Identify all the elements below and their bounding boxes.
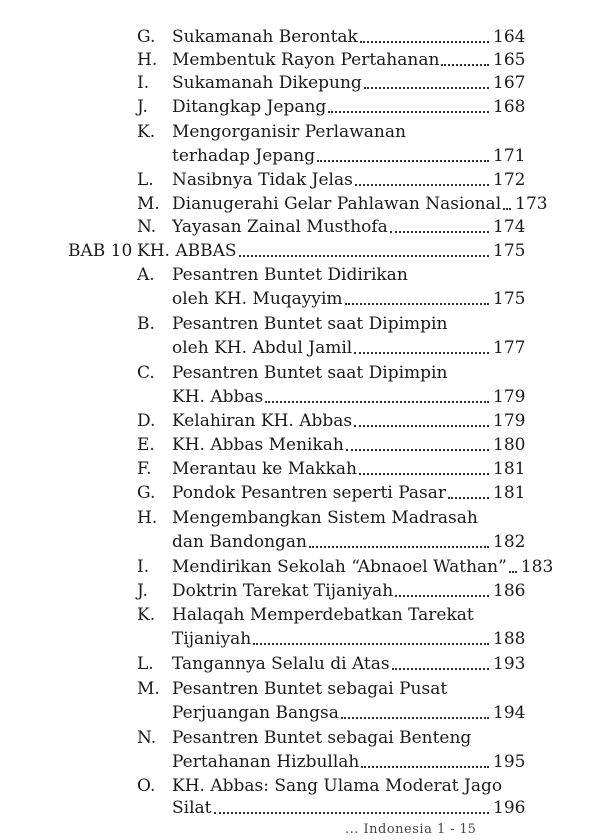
dot-leader [328, 101, 489, 113]
footer-text: ... Indonesia 1 - [345, 822, 456, 837]
entry-title-line1: Mengorganisir Perlawanan [172, 122, 406, 142]
entry-letter: K. [137, 122, 156, 142]
entry-page: 179 [493, 411, 526, 431]
entry-letter: G. [137, 27, 156, 47]
entry-page: 164 [493, 27, 526, 47]
entry-page: 183 [520, 557, 554, 577]
entry-letter: F. [137, 459, 152, 479]
dot-leader [509, 561, 517, 573]
entry-page: 167 [493, 73, 526, 93]
toc-entry [172, 95, 527, 119]
entry-page: 177 [493, 338, 526, 358]
dot-leader [341, 707, 489, 719]
entry-page: 179 [493, 387, 526, 407]
entry-title: Yayasan Zainal Musthofa [172, 217, 388, 237]
entry-page: 186 [493, 581, 526, 601]
entry-title: Dianugerahi Gelar Pahlawan Nasional [172, 194, 502, 214]
entry-page: 174 [493, 217, 526, 237]
entry-title: oleh KH. Abdul Jamil [172, 338, 353, 358]
entry-letter: L. [137, 170, 154, 190]
entry-title: terhadap Jepang [172, 146, 316, 166]
chapter-title: KH. ABBAS [137, 241, 237, 261]
entry-letter: C. [137, 363, 155, 383]
entry-page: 168 [493, 97, 526, 117]
chapter-label: BAB 10 [68, 241, 133, 261]
page-number: 15 [459, 822, 476, 837]
dot-leader [355, 174, 489, 186]
entry-letter: O. [137, 776, 156, 796]
toc-entry [172, 796, 527, 820]
toc-entry [172, 530, 527, 554]
entry-title: Silat [172, 798, 212, 818]
toc-entry [172, 701, 527, 725]
toc-entry [172, 627, 527, 651]
entry-title: Doktrin Tarekat Tijaniyah [172, 581, 394, 601]
entry-title: Tijaniyah [172, 629, 252, 649]
entry-letter: D. [137, 411, 156, 431]
toc-entry [172, 215, 527, 239]
entry-title: Mendirikan Sekolah “Abnaoel Wathan” [172, 557, 507, 577]
toc-entry [172, 336, 527, 360]
entry-page: 173 [515, 194, 548, 214]
toc-entry [172, 71, 527, 95]
entry-title: Pertahanan Hizbullah [172, 752, 360, 772]
entry-page: 181 [493, 483, 526, 503]
entry-letter: H. [137, 50, 158, 70]
toc-entry [172, 481, 527, 505]
entry-letter: L. [137, 654, 154, 674]
dot-leader [448, 487, 489, 499]
entry-letter: K. [137, 605, 156, 625]
entry-title: Kelahiran KH. Abbas [172, 411, 353, 431]
entry-title: Perjuangan Bangsa [172, 703, 339, 723]
entry-title: Ditangkap Jepang [172, 97, 327, 117]
entry-page: 165 [493, 50, 526, 70]
toc-entry [172, 25, 527, 49]
entry-title-line1: Pesantren Buntet sebagai Benteng [172, 728, 472, 748]
entry-title-line1: Mengembangkan Sistem Madrasah [172, 508, 478, 528]
entry-page: 175 [493, 289, 526, 309]
entry-page: 181 [493, 459, 526, 479]
entry-letter: J. [137, 581, 148, 601]
toc-entry [172, 409, 527, 433]
dot-leader [359, 463, 489, 475]
entry-page: 182 [493, 532, 526, 552]
entry-title: Nasibnya Tidak Jelas [172, 170, 353, 190]
entry-page: 171 [493, 146, 526, 166]
entry-letter: A. [137, 265, 155, 285]
entry-title: Merantau ke Makkah [172, 459, 357, 479]
entry-letter: M. [137, 679, 160, 699]
entry-letter: J. [137, 97, 148, 117]
entry-title-line1: Pesantren Buntet saat Dipimpin [172, 363, 448, 383]
chapter-page: 175 [493, 241, 526, 261]
dot-leader [390, 221, 489, 233]
entry-letter: B. [137, 314, 155, 334]
entry-title: Membentuk Rayon Pertahanan [172, 50, 440, 70]
dot-leader [309, 536, 489, 548]
entry-title-line1: KH. Abbas: Sang Ulama Moderat Jago [172, 776, 503, 796]
toc-entry [172, 385, 527, 409]
entry-page: 194 [493, 703, 526, 723]
dot-leader [265, 391, 489, 403]
entry-letter: H. [137, 508, 158, 528]
dot-leader [361, 756, 489, 768]
toc-entry [172, 48, 527, 72]
entry-page: 193 [493, 654, 526, 674]
entry-title: KH. Abbas [172, 387, 264, 407]
dot-leader [354, 342, 489, 354]
entry-letter: E. [137, 435, 155, 455]
entry-letter: G. [137, 483, 156, 503]
entry-title: Sukamanah Berontak [172, 27, 358, 47]
entry-page: 196 [493, 798, 526, 818]
dot-leader [317, 150, 489, 162]
page-footer [345, 822, 476, 837]
entry-page: 180 [493, 435, 526, 455]
dot-leader [395, 585, 489, 597]
toc-entry [172, 555, 554, 579]
dot-leader [346, 439, 489, 451]
toc-entry [172, 192, 548, 216]
toc-entry [172, 750, 527, 774]
entry-title: Sukamanah Dikepung [172, 73, 362, 93]
dot-leader [253, 633, 489, 645]
toc-entry [172, 168, 527, 192]
entry-letter: N. [137, 217, 157, 237]
entry-letter: I. [137, 557, 150, 577]
entry-title: Pondok Pesantren seperti Pasar [172, 483, 446, 503]
entry-title-line1: Halaqah Memperdebatkan Tarekat [172, 605, 474, 625]
entry-page: 195 [493, 752, 526, 772]
entry-letter: M. [137, 194, 160, 214]
toc-entry [172, 433, 527, 457]
entry-title: oleh KH. Muqayyim [172, 289, 343, 309]
dot-leader [441, 54, 489, 66]
entry-title: Tangannya Selalu di Atas [172, 654, 390, 674]
entry-title: KH. Abbas Menikah [172, 435, 344, 455]
entry-title-line1: Pesantren Buntet Didirikan [172, 265, 408, 285]
entry-title-line1: Pesantren Buntet saat Dipimpin [172, 314, 448, 334]
toc-entry [172, 652, 527, 676]
entry-letter: N. [137, 728, 157, 748]
dot-leader [364, 77, 489, 89]
entry-page: 172 [493, 170, 526, 190]
dot-leader [360, 31, 489, 43]
dot-leader [392, 658, 489, 670]
entry-letter: I. [137, 73, 150, 93]
toc-entry [172, 144, 527, 168]
dot-leader [239, 245, 489, 257]
dot-leader [354, 415, 489, 427]
entry-title-line1: Pesantren Buntet sebagai Pusat [172, 679, 448, 699]
toc-entry [172, 287, 527, 311]
dot-leader [345, 293, 489, 305]
chapter-entry [137, 239, 527, 263]
dot-leader [214, 802, 490, 814]
entry-title: dan Bandongan [172, 532, 307, 552]
toc-entry [172, 579, 527, 603]
entry-page: 188 [493, 629, 526, 649]
dot-leader [503, 198, 511, 210]
toc-entry [172, 457, 527, 481]
